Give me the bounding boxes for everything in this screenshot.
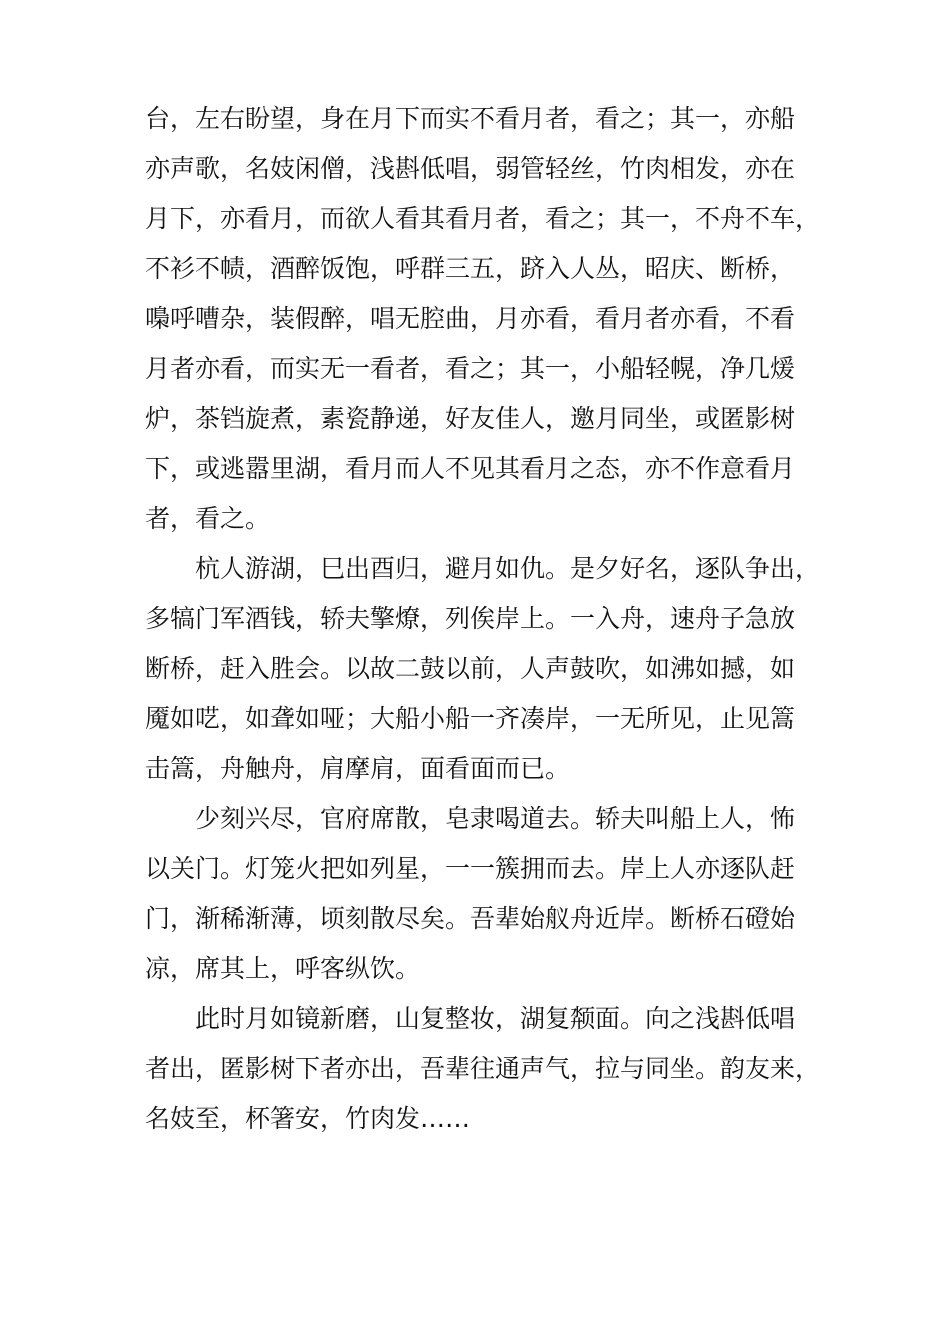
text-line: 者，看之。: [145, 504, 271, 533]
text-line: 断桥，赶入胜会。以故二鼓以前，人声鼓吹，如沸如撼，如: [145, 654, 796, 683]
text-line: 炉，茶铛旋煮，素瓷静递，好友佳人，邀月同坐，或匿影树: [145, 404, 796, 433]
text-line: 杭人游湖，巳出酉归，避月如仇。是夕好名，逐队争出，: [145, 554, 821, 583]
text-line: 亦声歌，名妓闲僧，浅斟低唱，弱管轻丝，竹肉相发，亦在: [145, 154, 796, 183]
text-line: 嘄呼嘈杂，装假醉，唱无腔曲，月亦看，看月者亦看，不看: [145, 304, 796, 333]
text-line: 月下，亦看月，而欲人看其看月者，看之；其一，不舟不车，: [145, 204, 821, 233]
text-line: 少刻兴尽，官府席散，皂隶喝道去。轿夫叫船上人，怖: [145, 804, 796, 833]
text-line: 多犒门军酒钱，轿夫擎燎，列俟岸上。一入舟，速舟子急放: [145, 604, 796, 633]
text-line: 者出，匿影树下者亦出，吾辈往通声气，拉与同坐。韵友来，: [145, 1054, 821, 1083]
text-line: 凉，席其上，呼客纵饮。: [145, 954, 421, 983]
text-line: 魇如呓，如聋如哑；大船小船一齐凑岸，一无所见，止见篙: [145, 704, 796, 733]
body-text: [145, 94, 825, 1144]
text-line: 以关门。灯笼火把如列星，一一簇拥而去。岸上人亦逐队赶: [145, 854, 796, 883]
text-line: 门，渐稀渐薄，顷刻散尽矣。吾辈始舣舟近岸。断桥石磴始: [145, 904, 796, 933]
text-line: 名妓至，杯箸安，竹肉发……: [145, 1104, 471, 1133]
text-line: 此时月如镜新磨，山复整妆，湖复颒面。向之浅斟低唱: [145, 1004, 796, 1033]
text-line: 月者亦看，而实无一看者，看之；其一，小船轻幌，净几煖: [145, 354, 796, 383]
text-line: 不衫不帻，酒醉饭饱，呼群三五，跻入人丛，昭庆、断桥，: [145, 254, 796, 283]
text-line: 击篙，舟触舟，肩摩肩，面看面而已。: [145, 754, 571, 783]
text-line: 下，或逃嚣里湖，看月而人不见其看月之态，亦不作意看月: [145, 454, 796, 483]
text-line: 台，左右盼望，身在月下而实不看月者，看之；其一，亦船: [145, 104, 796, 133]
